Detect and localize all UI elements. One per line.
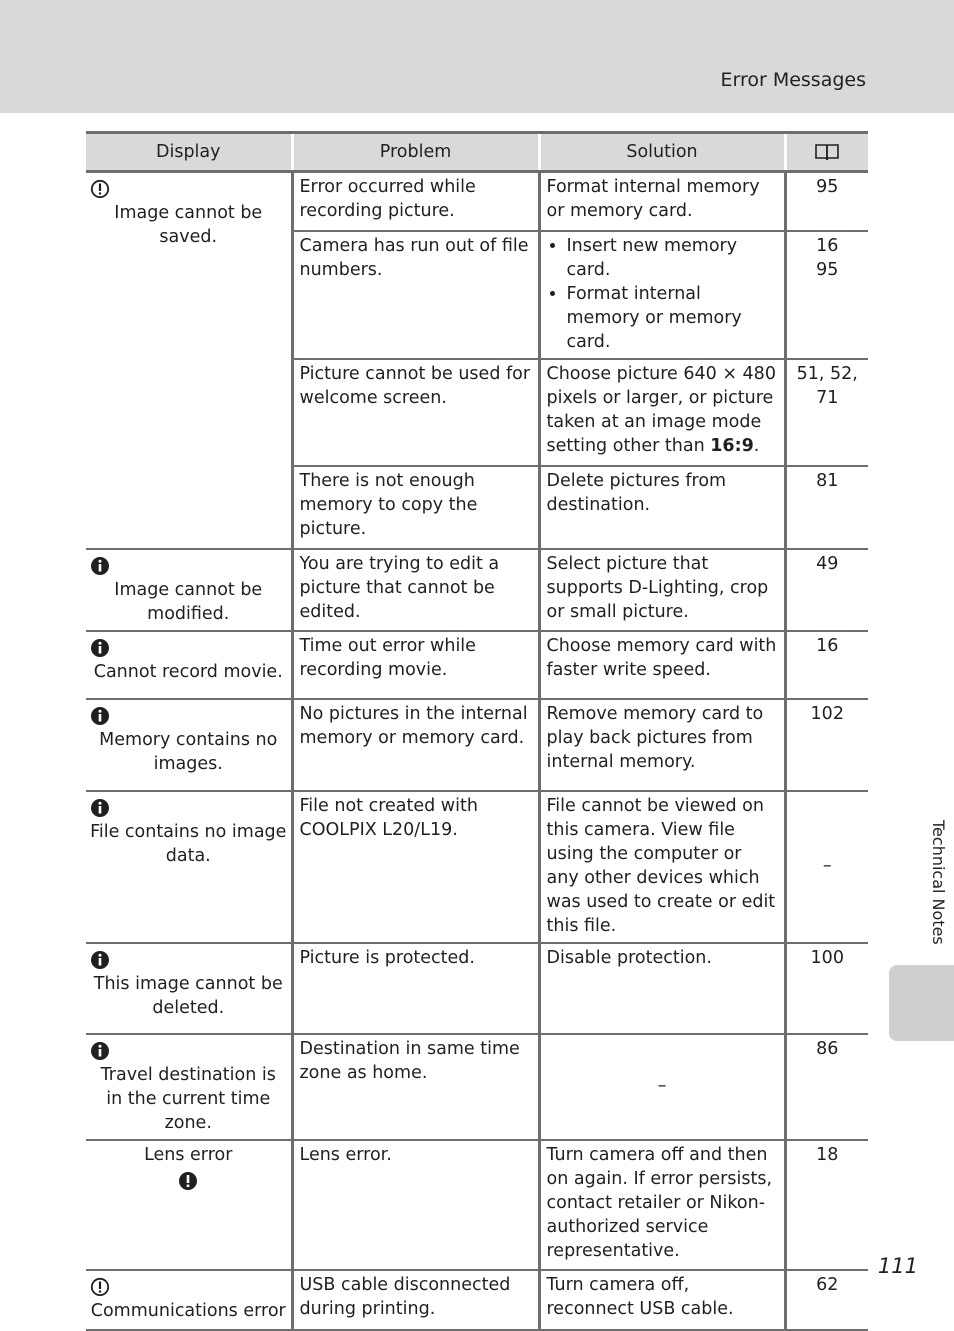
problem-cell: Lens error. [292, 1140, 539, 1270]
display-cell [86, 172, 292, 549]
problem-cell: Time out error while recording movie. [292, 631, 539, 699]
problem-cell: Picture cannot be used for welcome screen. [292, 359, 539, 466]
solution-list [547, 234, 778, 354]
table-header-row [86, 133, 868, 172]
table-row [86, 791, 868, 943]
page-reference: 16 [816, 235, 839, 256]
info-icon [90, 950, 110, 970]
solution-cell: Select picture that supports D-Lighting, crop or small picture. [539, 549, 785, 631]
page-cell [785, 231, 868, 359]
display-text: Image cannot be modified. [114, 579, 263, 624]
problem-cell: Picture is protected. [292, 943, 539, 1034]
page-cell: 95 [785, 172, 868, 231]
info-icon [90, 638, 110, 658]
problem-cell: Destination in same time zone as home. [292, 1034, 539, 1140]
problem-cell: No pictures in the internal memory or memory card. [292, 699, 539, 791]
error-messages-table [86, 131, 868, 1331]
section-title: Error Messages [720, 69, 866, 91]
page-reference: 95 [816, 259, 839, 280]
display-cell [86, 699, 292, 791]
problem-cell: Error occurred while recording picture. [292, 172, 539, 231]
info-icon [90, 706, 110, 726]
page-cell: 81 [785, 466, 868, 549]
solution-text: Choose picture 640 × 480 pixels or larger, or picture taken at an image mode setting other than [546, 363, 776, 456]
display-text: Lens error [144, 1144, 233, 1165]
problem-cell: USB cable disconnected during printing. [292, 1270, 539, 1330]
page-number: 111 [877, 1254, 918, 1278]
solution-text-end: . [753, 435, 760, 456]
header-band [0, 0, 954, 113]
display-text: Travel destination is in the current time zone. [100, 1064, 276, 1133]
solution-cell: – [539, 1034, 785, 1140]
problem-cell: File not created with COOLPIX L20/L19. [292, 791, 539, 943]
table-row [86, 172, 868, 231]
list-item: • Format internal memory or memory card. [567, 282, 778, 354]
column-header-problem: Problem [292, 133, 539, 172]
column-header-display: Display [86, 133, 292, 172]
table-row [86, 1034, 868, 1140]
display-cell [86, 549, 292, 631]
display-cell [86, 1270, 292, 1330]
page-cell: 86 [785, 1034, 868, 1140]
display-text: Memory contains no images. [99, 729, 278, 774]
warning-circle-icon [90, 179, 110, 199]
table-row [86, 549, 868, 631]
display-cell [86, 1034, 292, 1140]
display-cell [86, 943, 292, 1034]
solution-cell [539, 359, 785, 466]
solution-cell: Disable protection. [539, 943, 785, 1034]
aspect-ratio-value: 16:9 [710, 435, 754, 456]
page-cell: 51, 52, 71 [785, 359, 868, 466]
table-row [86, 1140, 868, 1270]
side-tab-label: Technical Notes [929, 820, 948, 945]
table-row [86, 1270, 868, 1330]
problem-cell: You are trying to edit a picture that cannot be edited. [292, 549, 539, 631]
page-cell: 18 [785, 1140, 868, 1270]
solution-cell [539, 231, 785, 359]
display-cell [86, 791, 292, 943]
warning-circle-icon [90, 1277, 110, 1297]
page-cell: 102 [785, 699, 868, 791]
page-cell: 16 [785, 631, 868, 699]
display-text: This image cannot be deleted. [93, 973, 283, 1018]
display-cell [86, 1140, 292, 1270]
page-cell: 100 [785, 943, 868, 1034]
problem-cell: Camera has run out of file numbers. [292, 231, 539, 359]
solution-cell: Turn camera off, reconnect USB cable. [539, 1270, 785, 1330]
solution-cell: Delete pictures from destination. [539, 466, 785, 549]
solution-cell: File cannot be viewed on this camera. View file using the computer or any other devices which was used to create or edit this file. [539, 791, 785, 943]
info-icon [90, 798, 110, 818]
list-item: • Insert new memory card. [567, 234, 778, 282]
table-row [86, 631, 868, 699]
side-tab [889, 965, 954, 1041]
solution-cell: Turn camera off and then on again. If error persists, contact retailer or Nikon-authorized service representative. [539, 1140, 785, 1270]
display-text: File contains no image data. [90, 821, 287, 866]
solution-cell: Choose memory card with faster write speed. [539, 631, 785, 699]
table-row [86, 699, 868, 791]
page-cell: 49 [785, 549, 868, 631]
table-row [86, 943, 868, 1034]
display-text: Cannot record movie. [93, 661, 283, 682]
display-text: Communications error [90, 1300, 286, 1321]
solution-cell: Format internal memory or memory card. [539, 172, 785, 231]
column-header-solution: Solution [539, 133, 785, 172]
solution-cell: Remove memory card to play back pictures from internal memory. [539, 699, 785, 791]
info-icon [90, 556, 110, 576]
problem-cell: There is not enough memory to copy the picture. [292, 466, 539, 549]
page-cell: – [785, 791, 868, 943]
book-reference-icon [814, 142, 840, 162]
display-cell [86, 631, 292, 699]
info-icon [90, 1041, 110, 1061]
column-header-page [785, 133, 868, 172]
lens-error-warning-icon [178, 1171, 198, 1191]
page-cell: 62 [785, 1270, 868, 1330]
display-text: Image cannot be saved. [114, 203, 263, 247]
